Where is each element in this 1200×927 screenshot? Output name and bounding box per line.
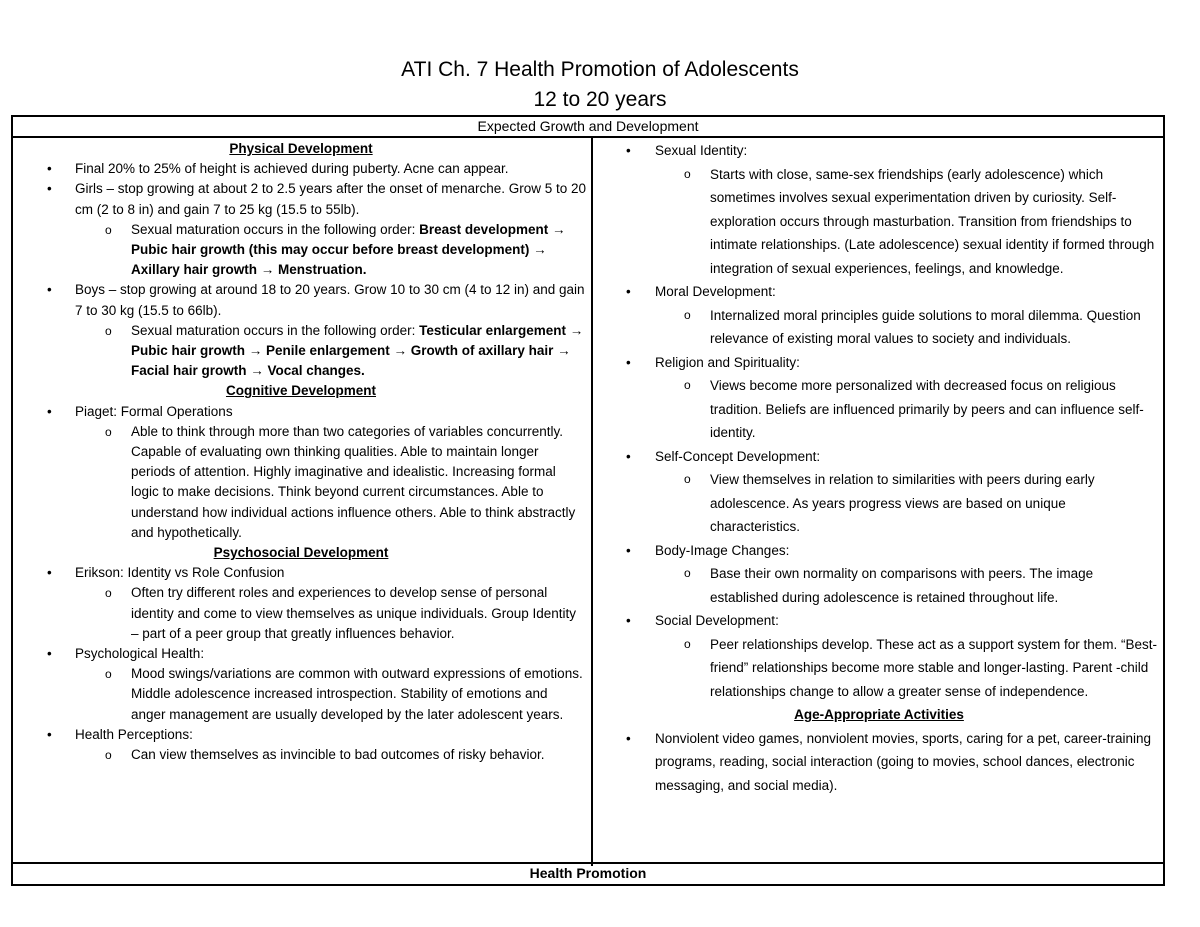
- sub-item-text: Sexual maturation occurs in the following order:: [131, 221, 420, 237]
- sub-list-item: [13, 321, 589, 382]
- list-item: • Girls – stop growing at about 2 to 2.5 years after the onset of menarche. Grow 5 to 20 cm (2 to 8 in) and gain 7 to 25 kg (15.5 to 55lb).: [13, 179, 589, 219]
- sub-list-item: [13, 220, 589, 281]
- cognitive-development-heading: Cognitive Development: [225, 383, 377, 399]
- list-item: • Boys – stop growing at around 18 to 20 years. Grow 10 to 30 cm (4 to 12 in) and gain 7 to 30 kg (15.5 to 66lb).: [13, 280, 589, 320]
- health-promotion-header: Health Promotion: [13, 862, 1163, 884]
- sub-list-item: o Often try different roles and experiences to develop sense of personal identity and come to view themselves as unique individuals. Group Identity – part of a peer group that greatly influences behavior.: [13, 583, 589, 644]
- sub-item-bold-text: Breast development → Pubic hair growth (this may occur before breast development) → Axillary hair growth → Menstruation.: [131, 221, 566, 278]
- sub-item-text: Sexual maturation occurs in the following order:: [131, 322, 420, 338]
- left-column: [13, 139, 589, 765]
- list-item: • Moral Development:: [593, 280, 1165, 304]
- list-item: • Sexual Identity:: [593, 139, 1165, 163]
- physical-development-heading: Physical Development: [229, 141, 373, 156]
- sub-list-item: o View themselves in relation to similarities with peers during early adolescence. As years progress views are based on unique characteristics.: [593, 468, 1165, 539]
- sub-list-item: o Can view themselves as invincible to bad outcomes of risky behavior.: [13, 745, 589, 765]
- document-title: ATI Ch. 7 Health Promotion of Adolescents: [401, 58, 799, 81]
- list-item: • Self-Concept Development:: [593, 445, 1165, 469]
- sub-list-item: o Views become more personalized with decreased focus on religious tradition. Beliefs are influenced primarily by peers and can influence self-identity.: [593, 374, 1165, 445]
- list-item: • Social Development:: [593, 609, 1165, 633]
- list-item: • Nonviolent video games, nonviolent movies, sports, caring for a pet, career-training programs, reading, social interaction (going to movies, school dances, electronic messaging, and social media).: [593, 727, 1165, 798]
- sub-list-item: o Base their own normality on comparisons with peers. The image established during adolescence is retained throughout life.: [593, 562, 1165, 609]
- list-item: • Psychological Health:: [13, 644, 589, 664]
- list-item: • Piaget: Formal Operations: [13, 402, 589, 422]
- list-item: • Religion and Spirituality:: [593, 351, 1165, 375]
- table-header: Expected Growth and Development: [13, 117, 1163, 138]
- activities-heading: Age-Appropriate Activities: [794, 707, 964, 722]
- document-subtitle: 12 to 20 years: [533, 88, 667, 111]
- psychosocial-development-heading: Psychosocial Development: [213, 545, 389, 561]
- content-table: [11, 115, 1165, 886]
- list-item: • Final 20% to 25% of height is achieved during puberty. Acne can appear.: [13, 159, 589, 179]
- sub-list-item: o Starts with close, same-sex friendships (early adolescence) which sometimes involves sexual experimentation driven by curiosity. Self-exploration occurs through masturbation. Transition from friendships to intimate relationships. (Late adolescence) sexual identity if formed through integration of sexual experiences, feelings, and knowledge.: [593, 163, 1165, 281]
- list-item: • Body-Image Changes:: [593, 539, 1165, 563]
- right-column: [593, 139, 1165, 797]
- list-item: • Health Perceptions:: [13, 725, 589, 745]
- sub-list-item: o Internalized moral principles guide solutions to moral dilemma. Question relevance of existing moral values to society and individuals.: [593, 304, 1165, 351]
- sub-list-item: o Peer relationships develop. These act as a support system for them. “Best-friend” relationships become more stable and longer-lasting. Parent -child relationships change to allow a greater sense of independence.: [593, 633, 1165, 704]
- sub-list-item: o Able to think through more than two categories of variables concurrently. Capable of evaluating own thinking qualities. Able to maintain longer periods of attention. Highly imaginative and idealistic. Increasing formal logic to make decisions. Think beyond current circumstances. Able to understand how individual actions influence others. Able to think abstractly and hypothetically.: [13, 422, 589, 543]
- sub-list-item: o Mood swings/variations are common with outward expressions of emotions. Middle adolescence increased introspection. Stability of emotions and anger management are usually developed by the later adolescent years.: [13, 664, 589, 725]
- sub-item-bold-text: Testicular enlargement → Pubic hair growth → Penile enlargement → Growth of axillary hair → Facial hair growth → Vocal changes.: [131, 322, 584, 379]
- list-item: • Erikson: Identity vs Role Confusion: [13, 563, 589, 583]
